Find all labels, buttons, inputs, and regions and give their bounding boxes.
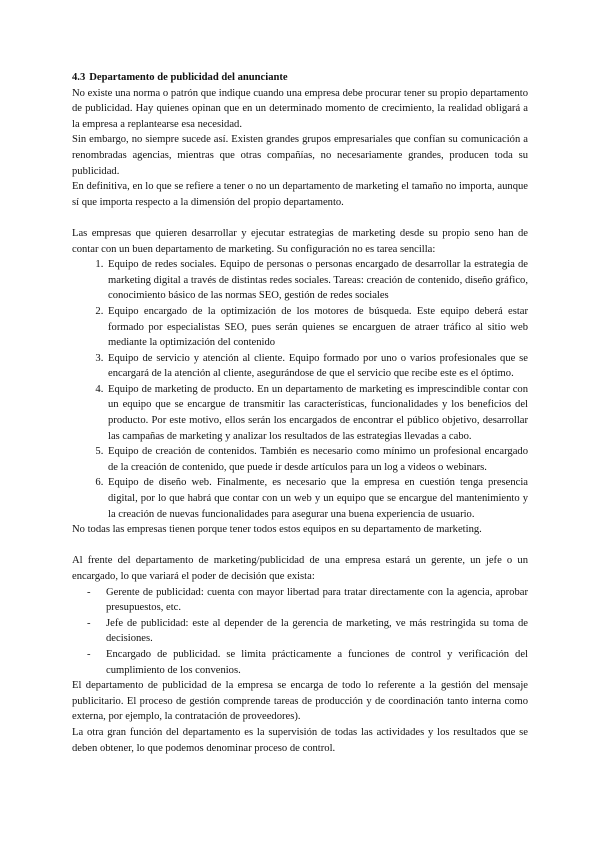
team-list-item: 5. Equipo de creación de contenidos. También es necesario como mínimo un profesional encargado de la creación de contenido, que puede ir desde artículos para un log a videos o webinars. [106,444,528,475]
team-list-item: 6. Equipo de diseño web. Finalmente, es necesario que la empresa en cuestión tenga presencia digital, por lo que habrá que contar con un web y un equipo que se encargue del mantenimiento y la creación de nuevas funcionalidades para asegurar una buena experiencia de usuario. [106,475,528,522]
teams-intro-paragraph: Las empresas que quieren desarrollar y ejecutar estrategias de marketing desde su propio seno han de contar con un buen departamento de marketing. Su configuración no es tarea sencilla: [72,227,528,255]
role-list-item: - Gerente de publicidad: cuenta con mayor libertad para tratar directamente con la agencia, aprobar presupuestos, etc. [106,585,528,616]
intro-paragraph: En definitiva, en lo que se refiere a tener o no un departamento de marketing el tamaño no importa, aunque sí que importa respecto a la dimensión del propio departamento. [72,181,528,208]
closing-paragraph: La otra gran función del departamento es la supervisión de todas las actividades y los resultados que se deben obtener, lo que podemos denominar proceso de control. [72,726,528,754]
document-page [72,70,528,756]
section-heading [72,70,528,86]
team-list-item: 1. Equipo de redes sociales. Equipo de personas o personas encargado de desarrollar la estrategia de marketing digital a través de distintas redes sociales. Tareas: creación de contenido, diseño gráfico, conocimiento básico de las normas SEO, gestión de redes sociales [106,257,528,304]
team-list-item: 2. Equipo encargado de la optimización de los motores de búsqueda. Este equipo deberá estar formado por especialistas SEO, pues serán quienes se encarguen de atraer tráfico al sitio web mediante la optimización del contenido [106,304,528,351]
role-list-item: - Encargado de publicidad. se limita prácticamente a funciones de control y verificación del cumplimiento de los convenios. [106,647,528,678]
teams-outro-paragraph: No todas las empresas tienen porque tener todos estos equipos en su departamento de marketing. [72,524,482,536]
intro-paragraph: Sin embargo, no siempre sucede así. Existen grandes grupos empresariales que confían su comunicación a renombradas agencias, mientras que otras compañías, no necesariamente grandes, producen toda su publicidad. [72,134,528,177]
paragraph-spacer [72,538,528,554]
roles-intro-paragraph: Al frente del departamento de marketing/publicidad de una empresa estará un gerente, un jefe o un encargado, lo que variará el poder de decisión que exista: [72,555,528,582]
section-number: 4.3 [72,72,86,83]
closing-paragraph: El departamento de publicidad de la empresa se encarga de todo lo referente a la gestión del mensaje publicitario. El proceso de gestión comprende tareas de producción y de coordinación tanto interna como externa, por ejemplo, la contratación de proveedores). [72,680,528,723]
paragraph-spacer [72,210,528,226]
section-title: Departamento de publicidad del anunciante [89,72,288,83]
team-list-item: 4. Equipo de marketing de producto. En un departamento de marketing es imprescindible contar con un equipo que se encargue de transmitir las características, funcionalidades y los beneficios del producto. Por este motivo, ellos serán los encargados de encontrar el público objetivo, desarrollar las campañas de marketing y analizar los resultados de las estrategias llevadas a cabo. [106,382,528,444]
intro-paragraph: No existe una norma o patrón que indique cuando una empresa debe procurar tener su propio departamento de publicidad. Hay quienes opinan que en un determinado momento de crecimiento, la realidad obligará a la empresa a replantearse esa necesidad. [72,87,528,130]
roles-dash-list [72,585,528,679]
team-list-item: 3. Equipo de servicio y atención al cliente. Equipo formado por uno o varios profesionales que se encargará de la atención al cliente, asegurándose de que el servicio que recibe este es el óptimo. [106,351,528,382]
teams-numbered-list [72,257,528,522]
role-list-item: - Jefe de publicidad: este al depender de la gerencia de marketing, ve más restringida su toma de decisiones. [106,616,528,647]
